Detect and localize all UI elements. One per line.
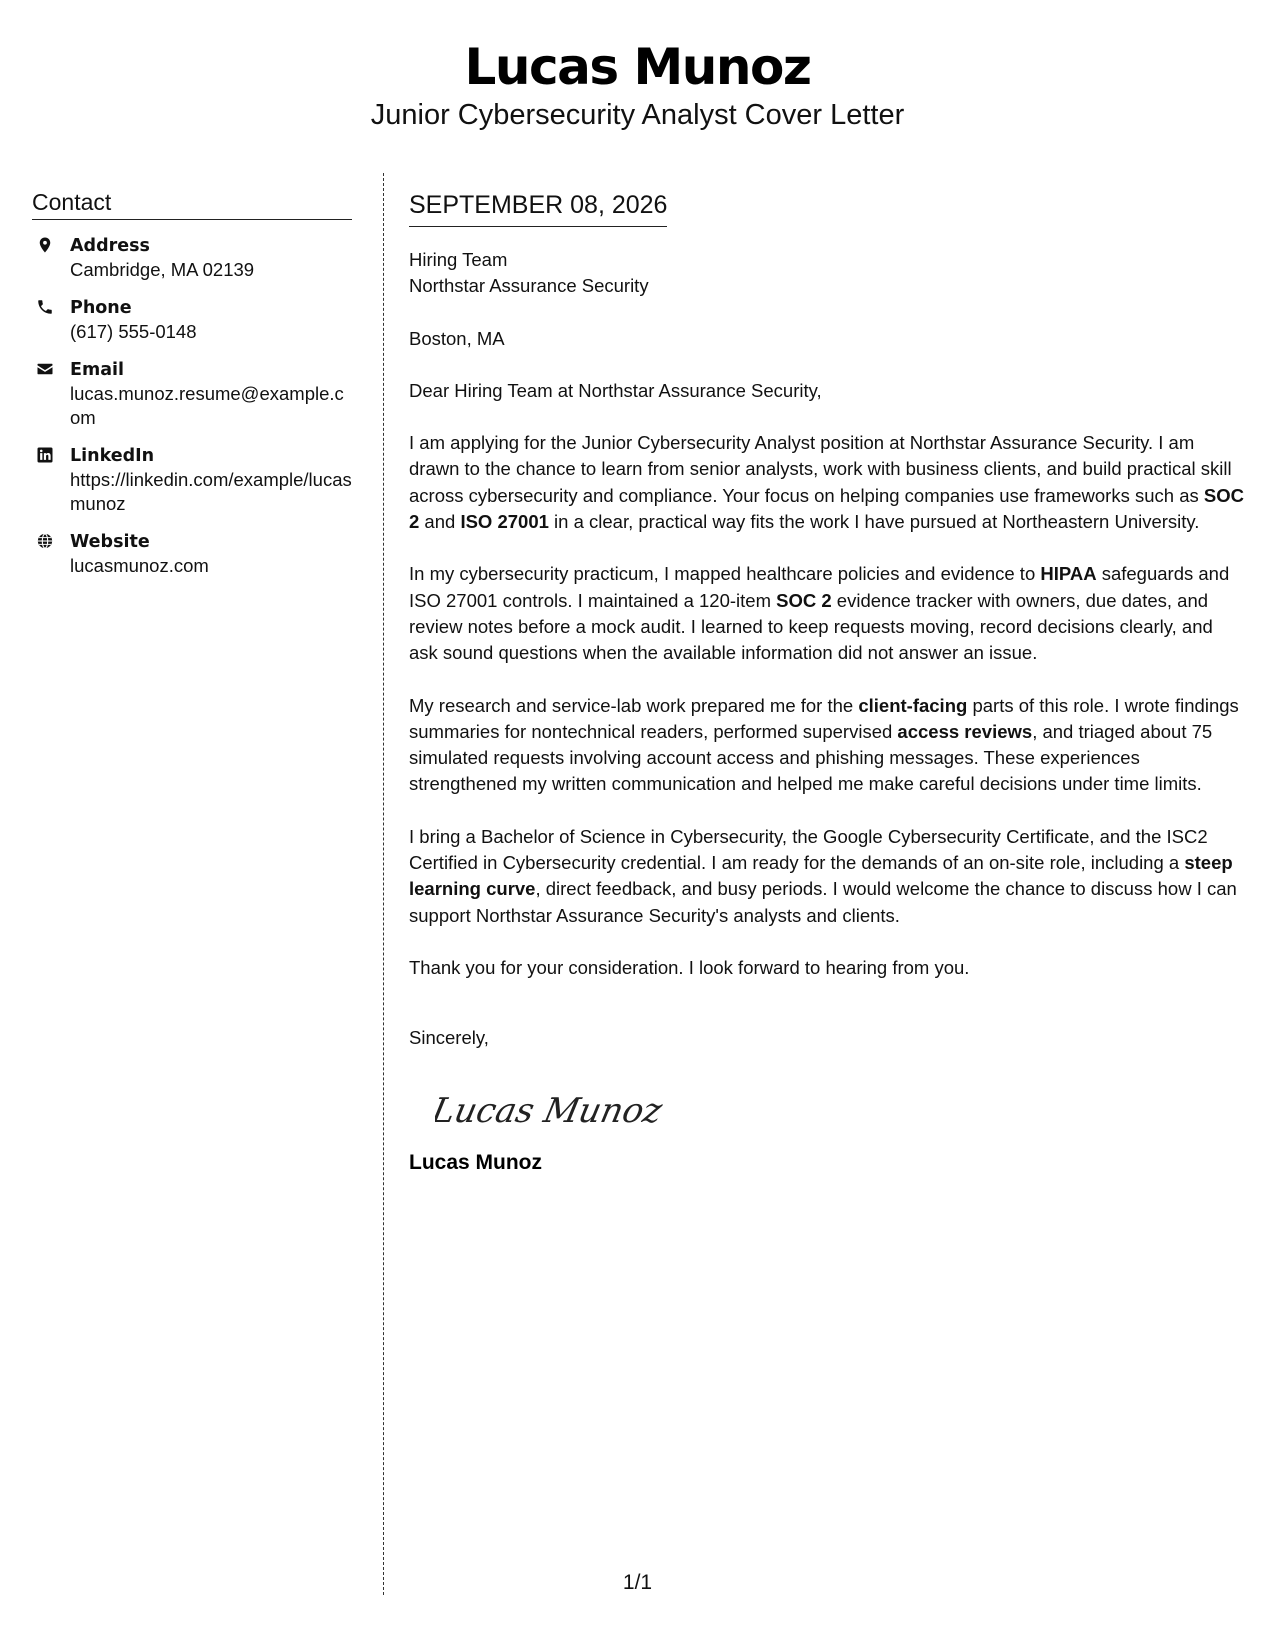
- emphasis-text: SOC 2: [776, 589, 832, 611]
- envelope-icon: [34, 358, 56, 380]
- letter-body: [409, 190, 1245, 1176]
- emphasis-text: HIPAA: [1040, 563, 1097, 585]
- paragraph-text: and: [419, 511, 461, 533]
- paragraph-text: I am applying for the Junior Cybersecurity Analyst position at Northstar Assurance Security. I am drawn to the chance to learn from senior analysts, work with business clients, and build practical skill across cybersecurity and compliance. Your focus on helping companies use frameworks such as: [409, 432, 1232, 506]
- document-subtitle: Junior Cybersecurity Analyst Cover Letter: [370, 99, 905, 131]
- document-header: [0, 36, 1275, 132]
- paragraph-text: parts of this role. I wrote findings summaries for nontechnical readers, performed supervised: [409, 694, 1239, 742]
- paragraph-text: , and triaged about 75 simulated requests involving account access and phishing messages. These experiences strengthened my written communication and helped me make careful decisions under time limits.: [409, 720, 1213, 795]
- contact-heading: Contact: [32, 188, 352, 220]
- contact-label: Phone: [70, 298, 132, 318]
- salutation: Dear Hiring Team at Northstar Assurance Security,: [409, 379, 822, 401]
- contact-label: Address: [70, 236, 150, 256]
- contact-value: (617) 555-0148: [70, 321, 197, 342]
- signature-text: Lucas Munoz: [435, 1090, 665, 1131]
- contact-value: lucasmunoz.com: [70, 555, 209, 576]
- contact-sidebar: [32, 188, 352, 592]
- contact-label: Website: [70, 532, 150, 552]
- letter-date: SEPTEMBER 08, 2026: [409, 190, 667, 227]
- recipient-line: Hiring Team: [409, 249, 508, 270]
- recipient-block: [409, 247, 1245, 300]
- letter-paragraph: [409, 955, 1245, 981]
- recipient-city: Boston, MA: [409, 327, 505, 349]
- recipient-company: Northstar Assurance Security: [409, 275, 649, 297]
- emphasis-text: ISO 27001: [460, 511, 549, 533]
- contact-item-email: [32, 358, 352, 430]
- contact-item-linkedin: [32, 444, 352, 516]
- paragraph-text: Thank you for your consideration. I look forward to hearing from you.: [409, 956, 970, 978]
- contact-value: https://linkedin.com/example/lucasmunoz: [70, 469, 352, 514]
- contact-item-address: [32, 234, 352, 282]
- paragraph-text: safeguards and ISO 27001 controls. I maintained a 120-item: [409, 563, 1230, 611]
- letter-paragraph: [409, 430, 1245, 535]
- contact-label: Email: [70, 360, 124, 380]
- contact-value: Cambridge, MA 02139: [70, 259, 255, 280]
- phone-icon: [34, 296, 56, 318]
- signature-image: [435, 1080, 665, 1140]
- emphasis-text: steep learning curve: [409, 852, 1233, 900]
- paragraph-text: My research and service-lab work prepared me for the: [409, 694, 859, 716]
- letter-paragraph: [409, 561, 1245, 666]
- closing: Sincerely,: [409, 1027, 489, 1049]
- contact-value: lucas.munoz.resume@example.com: [70, 383, 344, 428]
- applicant-name: Lucas Munoz: [464, 38, 811, 96]
- paragraph-text: , direct feedback, and busy periods. I would welcome the chance to discuss how I can support Northstar Assurance Security's analysts and clients.: [409, 878, 1237, 926]
- letter-paragraph: [409, 693, 1245, 798]
- emphasis-text: client-facing: [858, 694, 968, 716]
- contact-list: [32, 234, 352, 578]
- signer-name: Lucas Munoz: [409, 1150, 543, 1174]
- linkedin-icon: [34, 444, 56, 466]
- handwritten-signature: [435, 1080, 1245, 1140]
- page-number: 1/1: [622, 1571, 653, 1594]
- paragraph-text: In my cybersecurity practicum, I mapped healthcare policies and evidence to: [409, 563, 1041, 585]
- paragraph-text: I bring a Bachelor of Science in Cybersecurity, the Google Cybersecurity Certificate, and the ISC2 Certified in Cybersecurity credential. I am ready for the demands of an on-site role, including a: [409, 825, 1208, 874]
- contact-item-website: [32, 530, 352, 578]
- contact-item-phone: [32, 296, 352, 344]
- globe-icon: [34, 530, 56, 552]
- emphasis-text: access reviews: [897, 720, 1033, 742]
- column-divider: [383, 173, 384, 1595]
- paragraph-text: evidence tracker with owners, due dates, and review notes before a mock audit. I learned to keep requests moving, record decisions clearly, and ask sound questions when the available information did not answer an issue.: [409, 589, 1213, 664]
- letter-paragraph: [409, 824, 1245, 929]
- paragraph-text: in a clear, practical way fits the work I have pursued at Northeastern University.: [548, 511, 1200, 533]
- contact-label: LinkedIn: [70, 446, 155, 466]
- emphasis-text: SOC 2: [409, 484, 1244, 533]
- map-pin-icon: [34, 234, 56, 256]
